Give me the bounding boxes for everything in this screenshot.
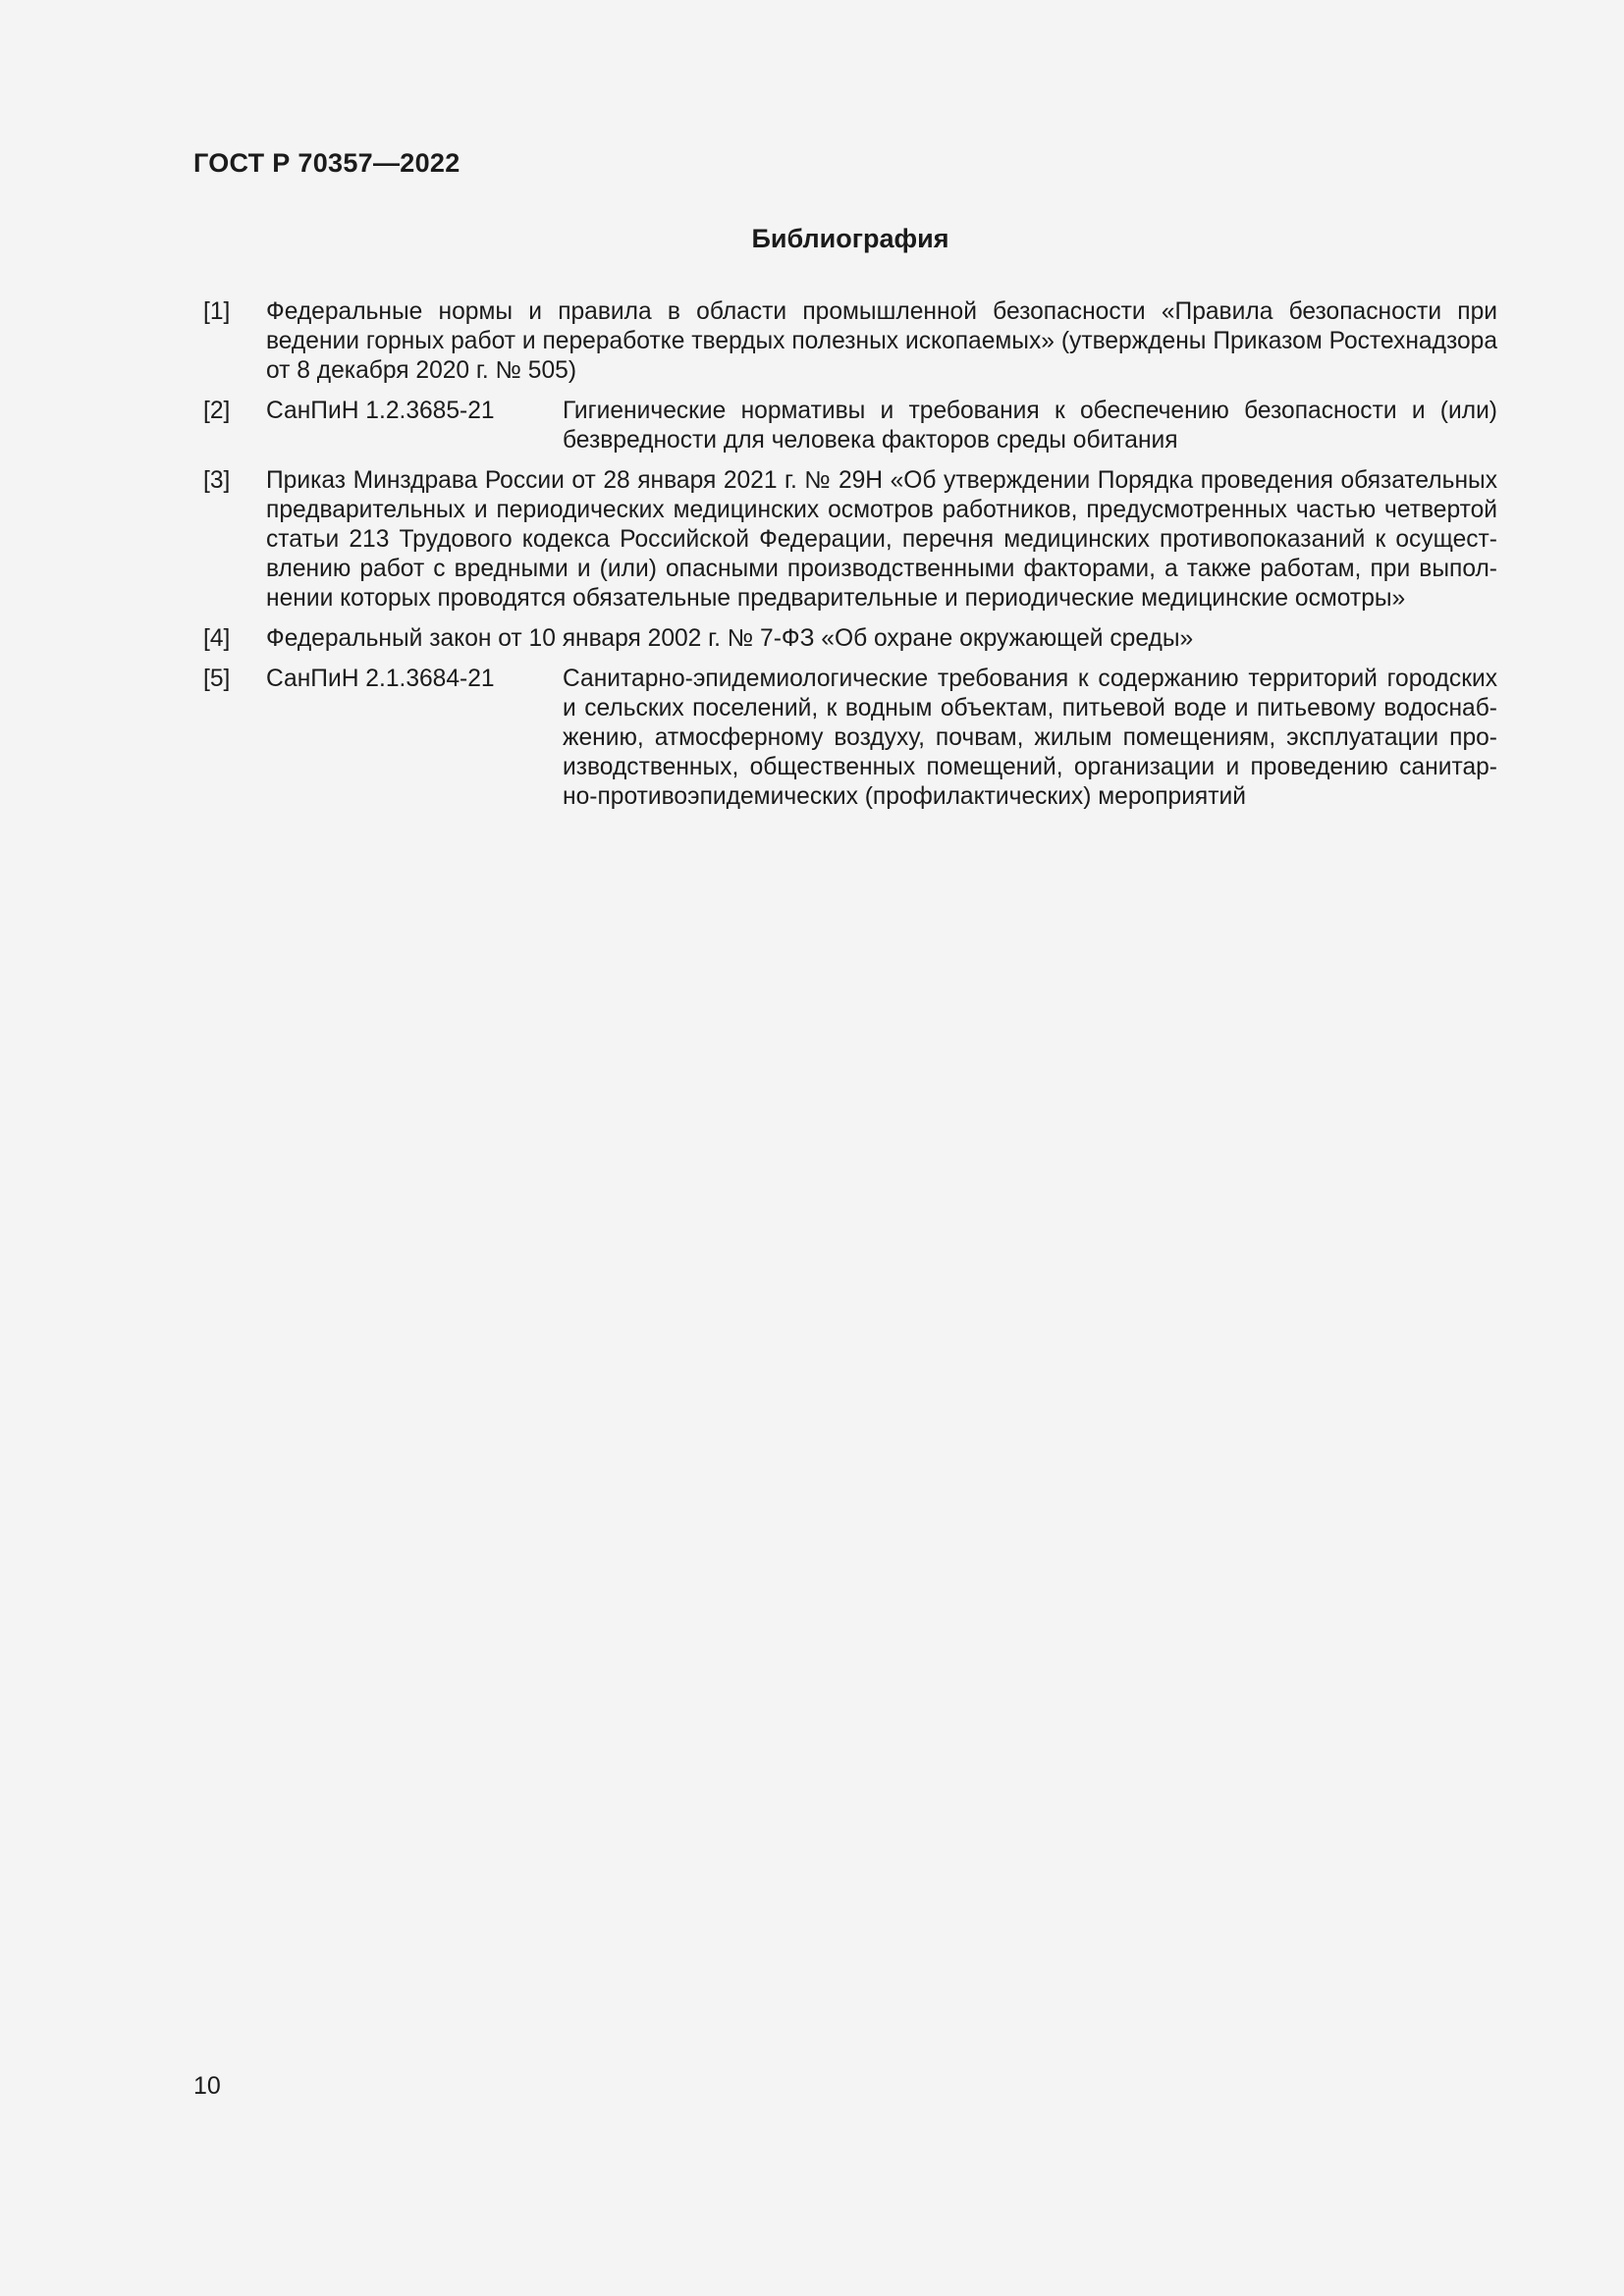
entry-text: Федеральные нормы и правила в области промышленной безопасности «Правила безопасности при ведении горных работ и переработке твердых полезных ископаемых» (утверждены Приказом Ростехнадзора от 8 декабря 2020 г. № 505) <box>266 298 1497 384</box>
entry-text: Приказ Минздрава России от 28 января 2021 г. № 29Н «Об утверждении Порядка проведения обязательных предварительных и периодических медицинских осмотров работников, предусмотренных частью четвертой статьи 213 Трудового кодекса Российской Федерации, перечня медицинских противопоказаний к осущест-влению работ с вредными и (или) опасными производственными факторами, а также работам, при выпол-нении которых проводятся обязательные предварительные и периодические медицинские осмотры» <box>266 467 1497 612</box>
entry-document-id: СанПиН 1.2.3685-21 <box>266 398 495 424</box>
entry-number: [4] <box>203 625 231 652</box>
document-code: ГОСТ Р 70357—2022 <box>193 148 460 178</box>
entry-number: [1] <box>203 298 231 325</box>
bibliography-entry <box>203 397 1497 455</box>
entry-number: [3] <box>203 467 231 494</box>
entry-text: Федеральный закон от 10 января 2002 г. № 7-ФЗ «Об охране окружающей среды» <box>266 625 1194 652</box>
bibliography-entry <box>203 466 1497 614</box>
section-title: Библиография <box>751 224 949 253</box>
bibliography-entry <box>203 665 1497 812</box>
entry-number: [2] <box>203 398 231 424</box>
entry-document-id: СанПиН 2.1.3684-21 <box>266 666 495 692</box>
bibliography-entry <box>203 624 1497 654</box>
entry-number: [5] <box>203 666 231 692</box>
bibliography-list <box>203 297 1497 823</box>
entry-description: Гигиенические нормативы и требования к обеспечению безопасности и (или) безвредности для человека факторов среды обитания <box>563 398 1497 454</box>
bibliography-entry <box>203 297 1497 386</box>
entry-description: Санитарно-эпидемиологические требования к содержанию территорий городских и сельских поселений, к водным объектам, питьевой воде и питьевому водоснаб-жению, атмосферному воздуху, почвам, жилым помещениям, эксплуатации про-изводственных, общественных помещений, организации и проведению санитар-но-противоэпидемических (профилактических) мероприятий <box>563 666 1497 810</box>
page-number: 10 <box>193 2072 221 2100</box>
